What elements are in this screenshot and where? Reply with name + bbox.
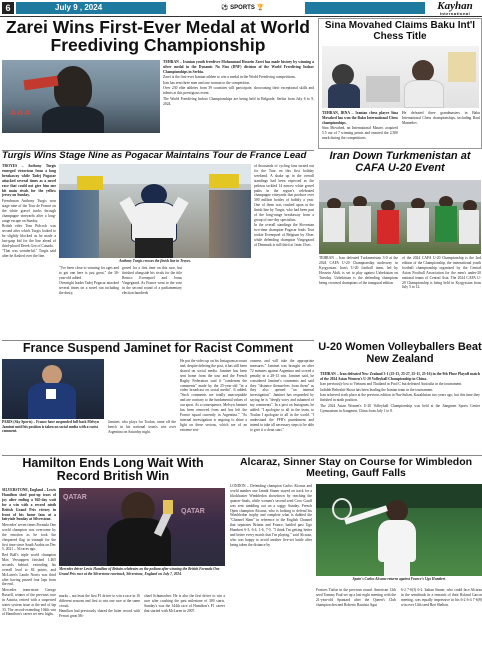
volley-p5: The 2024 Asian Women's U-20 Volleyball Championship was held at the Jiangmen Sports Center Gymnasium in Jiangmen, China from July 1 to 8. <box>320 403 480 413</box>
iran-tk-c1: TEHRAN – Iran defeated Turkmenistan 3-0 at the 2024 CAFA U-20 Championship underway in Kyrgyzstan. Iran's U-20 football team, led by Hossein Abdi, is set to play against Uzbekistan on Tuesday. Uzbekistan is the defending champions being crowned champions of the inaugural edition <box>319 256 398 285</box>
iran-tk-photo <box>319 180 481 254</box>
sina-p1: Sina Movahed, an International Master, acquired 5.5 out of 7 winning points and ensured the 2,500 mark during the competitions. <box>322 126 398 141</box>
zarei-photo: ⁂⁂⁂ <box>2 60 160 133</box>
turgis-c2a: "I've been close to winning for ages and to get one here is just great," the 30-year-old added. <box>59 266 119 280</box>
hamilton-col1 <box>2 488 56 663</box>
hamilton-p2: Red Bull's triple world champion Max Verstappen finished 1.465 seconds behind, extending his overall lead to 84 points, and McLaren's Lando Norris was third after having passed four laps from the end. <box>2 552 56 587</box>
jaminet-headline: France Suspend Jaminet for Racist Comment <box>22 342 294 355</box>
volley-article <box>320 372 480 452</box>
jaminet-c3: He put the video up on his Instagram account and, despite deleting the post, it has still been shared on social media. Jaminet has been sent home from the tour and the French Rugby Federation said it "condemns the comments" made by the 25-year-old "in a video broadcast on social media". It added: "Such comments are totally unacceptable and are contrary to the fundamental values of our sport. As a consequence, Melvyn Jaminet has been removed from and has left the France squad currently in Argentina." "As internal investigation is ongoing to shine a light on these serious, which are of an extreme seri- <box>180 359 247 432</box>
sina-photo <box>322 46 479 108</box>
hamilton-lead: SILVERSTONE, England – Lewis Hamilton shed post-up tears of joy after ending a 945-day wait for a win with a record ninth British Grand Prix victory in front of his home fans at a fairytale Sunday at Silverstone. <box>2 488 56 522</box>
turgis-col1 <box>2 164 56 337</box>
turgis-p1: Frenchman Anthony Turgis won stage nine of the Tour de France on the white gravel tracks through champagne vineyards after a long-range escape on Sunday. <box>2 198 56 223</box>
alcaraz-caption: Spain's Carlos Alcaraz returns against France's Ugo Humbert <box>352 577 446 581</box>
volley-headline: U-20 Women Volleyballers Beat New Zealand <box>318 342 482 365</box>
hamilton-col2 <box>59 594 140 620</box>
iran-tk-headline: Iran Down Turkmenistan at CAFA U-20 Event <box>329 151 471 174</box>
zarei-p4: Over 230 elite athletes from 39 countries will participate, showcasing their exceptional skills and talents at this prestigious event. <box>163 86 314 96</box>
zarei-lead: TEHRAN – Iranian youth freediver Mohammad Hossein Zarei has made history by winning a silver medal in the Dynamic No Fins (DNF) division of the World Freediving Indoor Championships in Serbia. <box>163 60 314 74</box>
issue-date: July 9 , 2024 <box>55 3 103 12</box>
turgis-col3 <box>122 266 182 296</box>
jaminet-c4: ousness and will take the appropriate measures." Jaminet was brought on after 72 minutes against Argentina and scored a penalty in a 28-13 win. Jaminet said, he considered Jaminet's comments and said they "distance themselves from them" as they also opened "an internal investigation". Jaminet has responded by saying he is "deeply sorry and ashamed of my comments". In a post on Instagram, he added: "I apologise to all in the team, to Toulon I apologise to all in the world. "I understand the FFR's punishment and intend to take all necessary steps to be able to give it a clean start." <box>250 359 314 432</box>
zarei-p5: The World Freediving Indoor Championships are being held in Belgrade, Serbia from July 6 to 9, 2024. <box>163 96 314 106</box>
hamilton-photo: QATAR QATAR <box>59 488 225 566</box>
zarei-headline: Zarei Wins First-Ever Medal at World Freediving Championship <box>6 18 310 56</box>
alcaraz-photo <box>316 484 482 576</box>
masthead-right-bar <box>305 2 425 14</box>
section-name: SPORTS <box>230 5 255 11</box>
volley-p3: Jadideh Beheshti-Shoar has been leading the Iranian team in the tournament. <box>320 387 434 392</box>
sina-p2: He defeated three grandmasters in Baku International Chess championships, including Rauf Mamedov. <box>402 111 480 125</box>
turgis-col4 <box>254 164 314 337</box>
jaminet-caption: PARIS (Sky Sports) – France have suspended full-back Melvyn Jaminet until his position is taken on social media with a racist comment. <box>2 420 99 434</box>
jaminet-col4 <box>250 359 314 451</box>
paper-logo: Kayhan <box>437 0 473 12</box>
hamilton-col3 <box>144 594 225 614</box>
alcaraz-col2 <box>316 588 396 608</box>
volley-lead: TEHRAN – Iran defeated New Zealand 3-1 (25-15, 25-27, 25-11, 25-16) in the 9th Place Playoff match of the 2024 Asian Women's U-20 Volleyball Championship in China. <box>320 372 480 381</box>
turgis-c5: In the overall standings the Slovenian two-time champion Pogacar leads Tour rookie Evenepoel of Belgium by 33sec while defending champion Vingegaard of Denmark is still third at 1min 15sec. <box>254 223 314 248</box>
zarei-p3: Iran has sent three men and one woman to the competition. <box>163 80 251 85</box>
volley-box <box>318 340 482 453</box>
hamilton-c2a: marks – not least the first F1 driver to win a race in 16 different seasons and first to win one race at the same circuit. <box>59 594 140 608</box>
alcaraz-col3 <box>401 588 482 608</box>
alcaraz-headline: Alcaraz, Sinner Stay on Course for Wimbledon Meeting, Gauff Falls <box>239 457 473 480</box>
hamilton-p1: Mercedes' seven-times Formula One world champion was overcome by the emotion as he took the chequered flag in triumph for the first time since Saudi Arabia on Dec 5, 2021 – 56 races ago. <box>2 522 56 552</box>
sina-col1 <box>322 111 398 142</box>
sports-section-label <box>215 2 270 14</box>
alcaraz-c3: 6-2 7-6(3) 6-2. Italian Sinner, who could face Alcaraz in the semifinals in a rematch of their Roland Garros meeting, was equally impressive in his 6-2 6-4 7-6(9) win over 14th seed Ben Shelton. <box>401 588 482 607</box>
turgis-c3: gravel for a first time on this race, but finished alongside his rivals for the title Remco Evenepoel and Jonas Vingegaard. As France went to the vote in the second round of a parliamentary election hundreds <box>122 266 182 295</box>
jaminet-col3 <box>180 359 247 451</box>
masthead <box>0 0 482 17</box>
alcaraz-col1 <box>230 484 312 663</box>
jaminet-photo <box>2 359 104 419</box>
iran-tk-c2: of the 2024 CAFA U-20 Championship is the 2nd edition of the Championship, the international youth football championship organized by the Central Asian Football Association for the men's under-20 national teams of Central Asia. The 2024 CAFA U-20 Championship is being held in Kyrgyzstan from July 5 to 12. <box>402 256 481 290</box>
hamilton-p3: Mercedes team-mate George Russell, winner of the previous race in Austria, retired with a suspected water system issue at the end of lap 33. The record-extending 104th win of Hamilton's career set new highs. <box>2 587 56 617</box>
zarei-p2: Zarei is the first-ever Iranian athlete to win a medal in the World Freediving competitions. <box>163 75 296 80</box>
hamilton-headline: Hamilton Ends Long Wait With Record British Win <box>22 457 204 484</box>
hamilton-c3: chael Schumacher. He is also the first driver to win a race after crashing the past milestone of 300 starts. Sunday's was the 344th race of Hamilton's F1 career that started with McLaren in 2007. <box>144 594 225 613</box>
trophy-icon: 🏆 <box>256 5 264 11</box>
iran-tk-col2 <box>402 256 481 291</box>
alcaraz-c2: Frances Tiafoe in the previous round. American 12th seed Tommy Paul set up a last-eight meeting with the 21-year-old Spaniard after the Queen's Club champion downed Roberto Bautista Agut <box>316 588 396 607</box>
sina-headline: Sina Movahed Claims Baku Int'l Chess Title <box>324 21 476 42</box>
hamilton-caption: Mercedes driver Lewis Hamilton of Britain celebrates on the podium after winning the British Formula One Grand Prix race at the Silverstone racetrack, Silverstone, England on July 7, 2024. <box>59 567 220 576</box>
hamilton-c2b: Hamilton had previously shared the latter record with Ferrari great Mi- <box>59 609 140 619</box>
volley-p4: Iran achieved sixth place at the previous edition in Nur-Sultan, Kazakhstan two years ago, but this time they finished in ninth position. <box>320 393 480 403</box>
turgis-p2: British rider Tom Pidcock was second after which Turgis looked to be slightly blocked as he made a last-gasp bid for the line ahead of third-placed Derek Gee of Canada. <box>2 224 56 248</box>
volley-p2: Iran previously lost to Vietnam and Thailand in Pool C but defeated Australia in the tournament. <box>320 382 462 387</box>
alcaraz-c1: LONDON – Defending champion Carlos Alcaraz and world number one Jannik Sinner stayed on track for a blockbuster Wimbledon showdown by reaching the quarter-finals, while women's second seed Coco Gauff was sent tumbling out on a soggy Sunday. French Open champion Alcaraz, who is looking to defend his Wimbledon trophy and complete what is dubbed the "Channel Slam" in reference to the English Channel that separates Britain and France, battled past Ugo Humbert 6-3, 6-4, 1-6, 7-5. "I think I'm getting better and better every match that I'm playing," said Alcaraz, who was happy to avoid another five-set battle after being taken the distance by <box>230 484 312 547</box>
soccer-ball-icon: ⚽ <box>221 5 229 11</box>
jaminet-c2: Jaminet, who plays for Toulon, came off the bench in his national team's win over Argentina on Saturday night. <box>108 420 176 434</box>
turgis-photo <box>59 164 251 258</box>
sina-caption: TEHRAN, IRNA – Iranian chess player Sina Movahed has won the Baku International Chess championships. <box>322 111 398 125</box>
zarei-article <box>163 60 314 148</box>
turgis-lead: TROYES – Anthony Turgis emerged victorious from a long breakaway while Tadej Pogacar attacked several times as a novel race that could not give him one bit main rivals for the yellow jersey on Sunday. <box>2 164 56 198</box>
paper-logo-sub: International <box>439 11 471 16</box>
turgis-c2b: Overnight leader Tadej Pogacar attacked several times on a novel run including the dusty, <box>59 281 119 296</box>
turgis-col2 <box>59 266 119 297</box>
sina-col2 <box>402 111 480 126</box>
turgis-c4: of thousands of cycling fans turned out for the Tour on this first holiday weekend. A shake up in the overall standings had been expected as the peloton tackled 14 narrow white gravel paths in the region's celebrated champagne vineyards that produce over 300 million bottles of bubbly a year. One of them was crashed upon at the finish line by Turgis, who had been part of the long-range breakaway from a group of one-day specialists. <box>254 164 314 222</box>
sina-box <box>318 18 482 149</box>
iran-tk-col1 <box>319 256 398 286</box>
turgis-caption: Anthony Turgis crosses the finish line in Troyes. <box>119 259 191 263</box>
jaminet-col2 <box>108 420 176 435</box>
page-number: 6 <box>2 2 14 14</box>
turgis-p3: "That was wonderful," Turgis said after he flashed over the line. <box>2 249 56 259</box>
turgis-headline: Turgis Wins Stage Nine as Pogacar Maintains Tour de France Lead <box>2 151 307 161</box>
